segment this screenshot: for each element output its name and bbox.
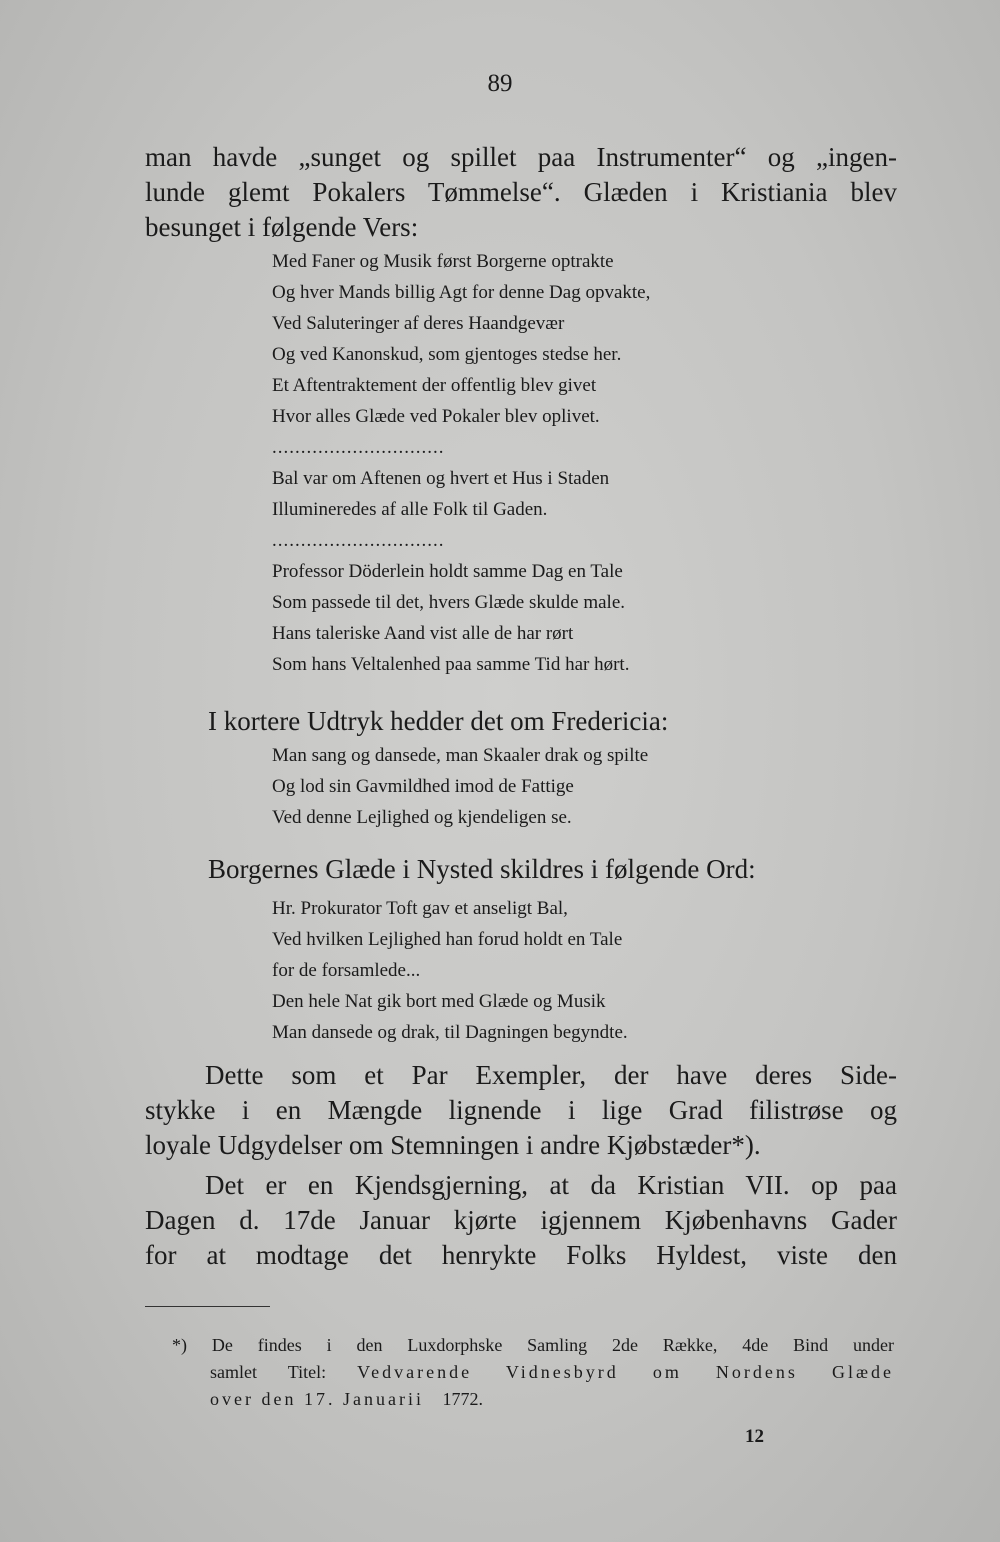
verse-line: Med Faner og Musik først Borgerne optrakte [272, 251, 614, 272]
verse-line: Et Aftentraktement der offentlig blev givet [272, 375, 597, 396]
verse-line: Hans taleriske Aand vist alle de har rørt [272, 623, 574, 644]
verse-line: Ved denne Lejlighed og kjendeligen se. [272, 807, 572, 828]
heading-nysted: Borgernes Glæde i Nysted skildres i følgende Ord: [208, 854, 756, 884]
signature-mark: 12 [745, 1426, 764, 1447]
verse-line: Og ved Kanonskud, som gjentoges stedse her. [272, 344, 622, 365]
verse-line: Den hele Nat gik bort med Glæde og Musik [272, 991, 606, 1012]
verse-line: Illumineredes af alle Folk til Gaden. [272, 499, 548, 520]
verse-nysted [272, 893, 628, 1048]
footnote-spaced-title: Vedvarende Vidnesbyrd om Nordens Glæde [357, 1362, 894, 1382]
verse-kristiania [272, 246, 650, 680]
verse-line: Ved Saluteringer af deres Haandgevær [272, 313, 565, 334]
footnote-line [210, 1386, 894, 1413]
ellipsis-line: .............................. [272, 437, 445, 458]
verse-line: Som passede til det, hvers Glæde skulde male. [272, 592, 626, 613]
page-number: 89 [487, 70, 513, 97]
footnote [172, 1332, 894, 1413]
verse-fredericia [272, 740, 648, 833]
footnote-marker: *) [172, 1335, 187, 1355]
verse-line: Bal var om Aftenen og hvert et Hus i Staden [272, 468, 610, 489]
verse-line: Og lod sin Gavmildhed imod de Fattige [272, 776, 574, 797]
verse-line: Man sang og dansede, man Skaaler drak og spilte [272, 745, 649, 766]
text-line: for at modtage det henrykte Folks Hyldest, viste den [145, 1240, 897, 1270]
paragraph-intro [145, 140, 897, 245]
heading-fredericia: I kortere Udtryk hedder det om Fredericia: [208, 706, 669, 736]
verse-line: Som hans Veltalenhed paa samme Tid har hørt. [272, 654, 630, 675]
footnote-rule [145, 1306, 270, 1307]
footnote-line [172, 1332, 894, 1359]
paragraph-kristian [145, 1168, 897, 1273]
verse-line: for de forsamlede... [272, 960, 421, 981]
verse-line: Professor Döderlein holdt samme Dag en Tale [272, 561, 623, 582]
text-line: stykke i en Mængde lignende i lige Grad filistrøse og [145, 1095, 897, 1125]
text-line: loyale Udgydelser om Stemningen i andre Kjøbstæder*). [145, 1130, 761, 1160]
text-line: man havde „sunget og spillet paa Instrumenter“ og „ingen- [145, 142, 897, 172]
text-line: lunde glemt Pokalers Tømmelse“. Glæden i Kristiania blev [145, 177, 897, 207]
text-line: besunget i følgende Vers: [145, 212, 419, 242]
footnote-text: samlet Titel: [210, 1362, 327, 1382]
verse-line: Hvor alles Glæde ved Pokaler blev oplivet. [272, 406, 600, 427]
verse-line: Og hver Mands billig Agt for denne Dag opvakte, [272, 282, 651, 303]
footnote-text: De findes i den Luxdorphske Samling 2de Række, 4de Bind under [211, 1335, 894, 1355]
footnote-line [210, 1359, 894, 1386]
verse-line: Hr. Prokurator Toft gav et anseligt Bal, [272, 898, 568, 919]
footnote-spaced-title: over den 17. Januarii [210, 1389, 424, 1409]
ellipsis-line: .............................. [272, 530, 445, 551]
verse-line: Ved hvilken Lejlighed han forud holdt en Tale [272, 929, 623, 950]
text-line: Dette som et Par Exempler, der have deres Side- [205, 1060, 897, 1090]
text-line: Dagen d. 17de Januar kjørte igjennem Kjøbenhavns Gader [145, 1205, 897, 1235]
paragraph-examples [145, 1058, 897, 1163]
footnote-year: 1772. [442, 1389, 483, 1409]
verse-line: Man dansede og drak, til Dagningen begyndte. [272, 1022, 628, 1043]
text-line: Det er en Kjendsgjerning, at da Kristian VII. op paa [205, 1170, 897, 1200]
